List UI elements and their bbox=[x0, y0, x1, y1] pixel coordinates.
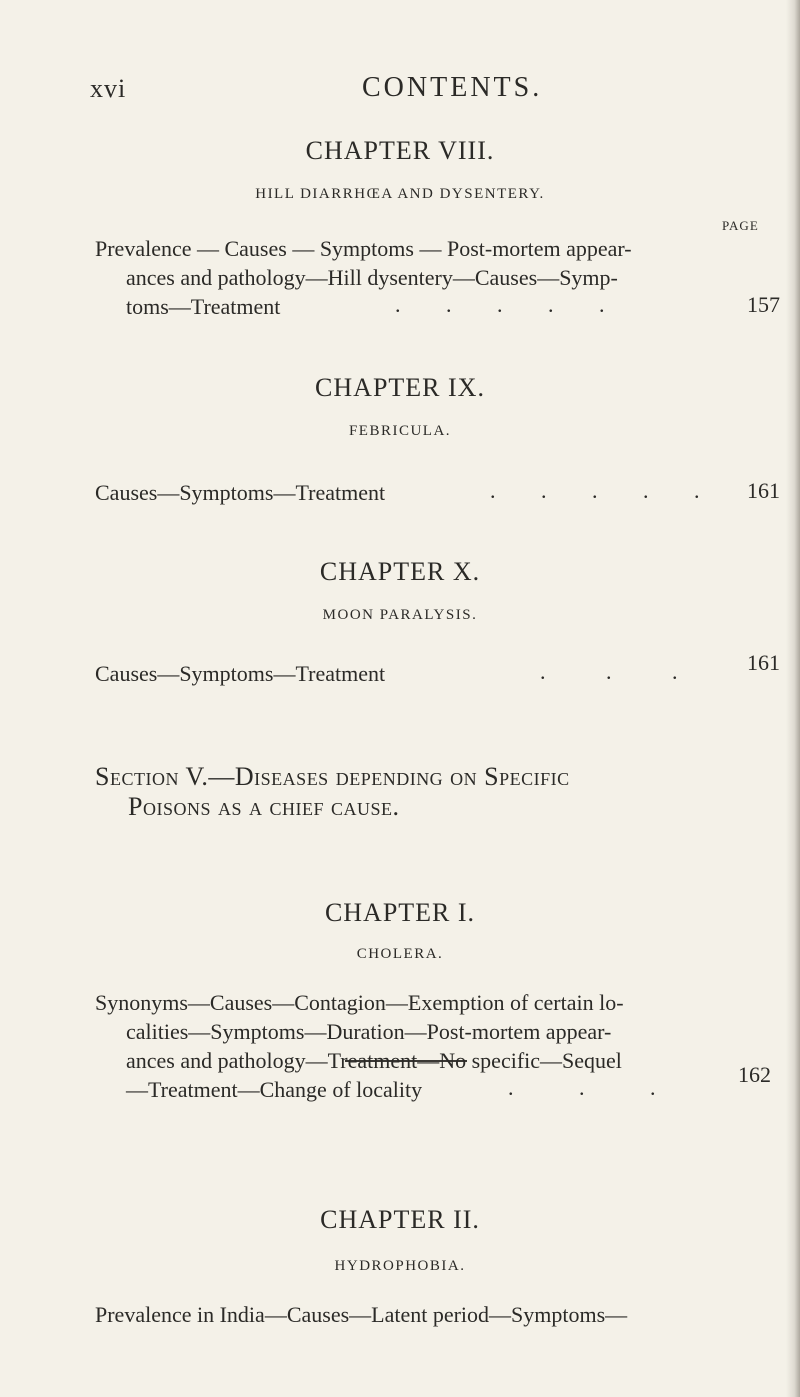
toc-entry-line: Causes—Symptoms—Treatment bbox=[95, 661, 386, 686]
chapter-heading: CHAPTER X. bbox=[319, 557, 481, 586]
toc-entry-line: ances and pathology—Treatment—No specific—Sequel bbox=[126, 1048, 622, 1073]
chapter-heading: CHAPTER IX. bbox=[315, 373, 485, 402]
leader-dots: . . . bbox=[508, 1075, 656, 1100]
toc-entry-line: Prevalence in India—Causes—Latent period—Symptoms— bbox=[95, 1302, 628, 1327]
toc-entry-line: Causes—Symptoms—Treatment bbox=[95, 480, 386, 505]
page-ref: 161 bbox=[747, 478, 780, 503]
chapter-subtitle: HYDROPHOBIA. bbox=[334, 1258, 466, 1274]
toc-entry-line: ances and pathology—Hill dysentery—Causes—Symp- bbox=[126, 265, 618, 290]
section-heading-line: Section V.—Diseases depending on Specific bbox=[95, 762, 570, 791]
leader-dots: . . . . . bbox=[490, 478, 700, 503]
toc-entry-line: —Treatment—Change of locality bbox=[126, 1077, 423, 1102]
chapter-subtitle: CHOLERA. bbox=[356, 946, 444, 962]
page-column-label: PAGE bbox=[722, 218, 759, 233]
page-edge-shadow bbox=[786, 0, 800, 1397]
chapter-heading: CHAPTER I. bbox=[324, 898, 476, 927]
chapter-subtitle: HILL DIARRHŒA AND DYSENTERY. bbox=[255, 186, 545, 202]
leader-dots: . . . bbox=[540, 659, 678, 684]
toc-entry-line: Prevalence — Causes — Symptoms — Post-mortem appear- bbox=[95, 236, 632, 261]
running-title: CONTENTS. bbox=[362, 72, 543, 103]
chapter-heading: CHAPTER II. bbox=[320, 1205, 480, 1234]
leader-dots: . . . . . bbox=[395, 292, 605, 317]
chapter-subtitle: MOON PARALYSIS. bbox=[322, 607, 478, 623]
toc-entry-line: calities—Symptoms—Duration—Post-mortem appear- bbox=[126, 1019, 612, 1044]
chapter-heading: CHAPTER VIII. bbox=[305, 136, 495, 165]
section-heading-line: Poisons as a chief cause. bbox=[128, 792, 400, 821]
page-number: xvi bbox=[90, 74, 127, 103]
page-ref: 161 bbox=[747, 650, 780, 675]
toc-entry-line: toms—Treatment bbox=[126, 294, 281, 319]
toc-entry-line: Synonyms—Causes—Contagion—Exemption of certain lo- bbox=[95, 990, 624, 1015]
chapter-subtitle: FEBRICULA. bbox=[348, 423, 452, 439]
page-ref: 157 bbox=[747, 292, 780, 317]
page-ref: 162 bbox=[738, 1062, 771, 1087]
